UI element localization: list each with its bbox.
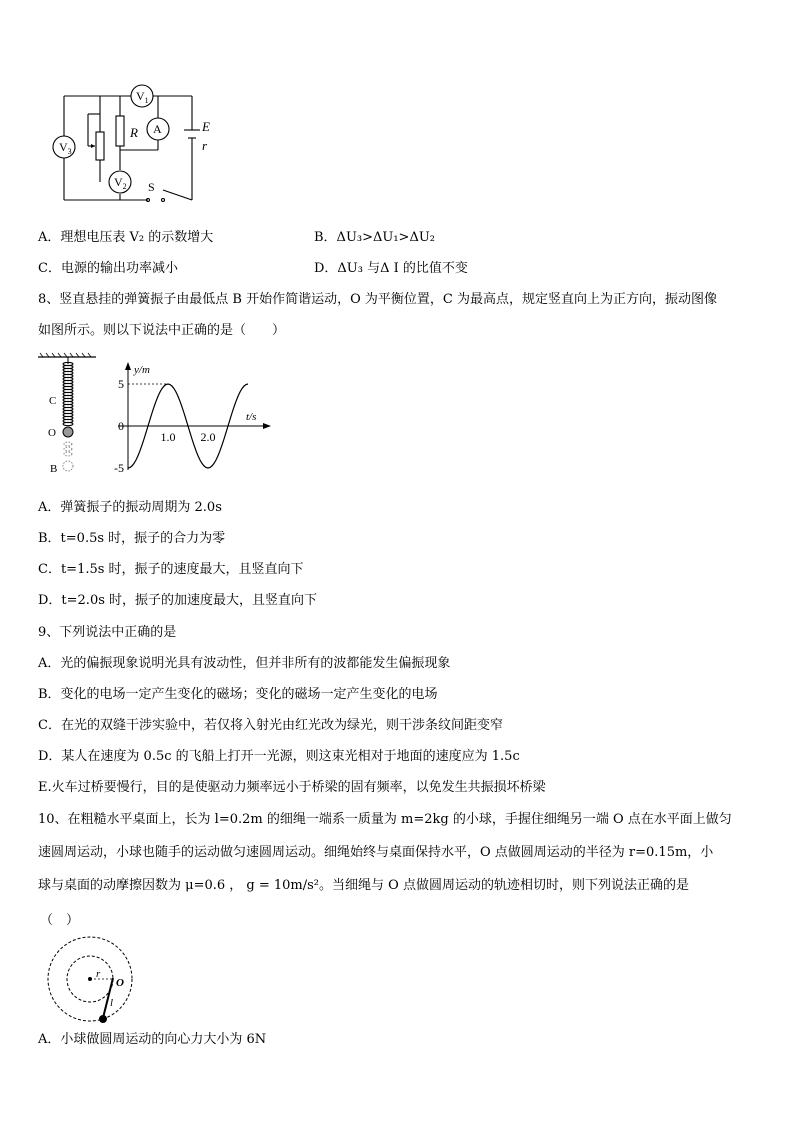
q7-option-a: A．理想电压表 V₂ 的示数增大	[38, 230, 214, 245]
label-b: B	[50, 463, 58, 475]
q10-stem-line2: 速圆周运动，小球也随手的运动做匀速圆周运动。细绳始终与桌面保持水平，O 点做圆周运动的半径为 r=0.15m，小	[38, 845, 714, 860]
q10-stem-line1: 10、在粗糙水平桌面上，长为 l=0.2m 的细绳一端系一质量为 m=2kg 的小球，手握住细绳另一端 O 点在水平面上做匀	[38, 812, 732, 827]
y-axis-label: y/m	[134, 364, 150, 376]
q9-option-c: C．在光的双缝干涉实验中，若仅将入射光由红光改为绿光，则干涉条纹间距变窄	[38, 718, 503, 733]
ammeter-label: A	[153, 122, 162, 136]
q9-stem: 9、下列说法中正确的是	[38, 625, 177, 640]
y-tick-label: -5	[114, 461, 124, 475]
circuit-diagram	[48, 84, 228, 209]
circular-motion-figure	[40, 934, 140, 1024]
y-tick-label: 5	[118, 377, 124, 391]
q7-option-c: C．电源的输出功率减小	[38, 261, 178, 276]
q8-stem-line2: 如图所示。则以下说法中正确的是（ ）	[38, 323, 286, 338]
x-tick-label: 1.0	[160, 430, 176, 444]
vibration-graph	[108, 358, 278, 476]
v2-label: $V_2$	[114, 175, 127, 191]
q8-stem-line1: 8、竖直悬挂的弹簧振子由最低点 B 开始作简谐运动，O 为平衡位置，C 为最高点，规定竖直向上为正方向，振动图像	[38, 292, 717, 307]
q9-option-a: A．光的偏振现象说明光具有波动性，但并非所有的波都能发生偏振现象	[38, 656, 451, 671]
q10-stem-line4: （ ）	[40, 913, 80, 928]
radius-label: r	[96, 968, 101, 980]
q7-option-b: B．ΔU₃>ΔU₁>ΔU₂	[314, 230, 436, 245]
q9-option-b: B．变化的电场一定产生变化的磁场；变化的磁场一定产生变化的电场	[38, 687, 438, 702]
label-o: O	[48, 427, 56, 439]
v3-label: $V_3$	[59, 140, 72, 156]
resistor-label: R	[130, 125, 138, 140]
q9-option-d: D．某人在速度为 0.5c 的飞船上打开一光源，则这束光相对于地面的速度应为 1.5c	[38, 749, 520, 764]
spring-oscillator-figure	[36, 352, 100, 477]
q10-option-a: A．小球做圆周运动的向心力大小为 6N	[38, 1032, 267, 1047]
q8-option-c: C．t=1.5s 时，振子的速度最大，且竖直向下	[38, 562, 304, 577]
y-tick-label: 0	[118, 419, 124, 433]
x-tick-label: 2.0	[200, 430, 216, 444]
emf-label: E	[202, 119, 210, 134]
label-c: C	[49, 395, 57, 407]
point-o-label: O	[116, 977, 124, 989]
q9-option-e: E.火车过桥要慢行，目的是使驱动力频率远小于桥梁的固有频率，以免发生共振损坏桥梁	[38, 780, 546, 795]
internal-resistance-label: r	[202, 138, 208, 153]
q8-option-b: B．t=0.5s 时，振子的合力为零	[38, 531, 226, 546]
switch-label: S	[148, 180, 155, 194]
q8-option-d: D．t=2.0s 时，振子的加速度最大，且竖直向下	[38, 593, 318, 608]
rope-length-label: l	[110, 997, 114, 1009]
x-axis-label: t/s	[246, 411, 257, 423]
q7-option-d: D．ΔU₃ 与Δ I 的比值不变	[314, 261, 468, 276]
q10-stem-line3: 球与桌面的动摩擦因数为 μ=0.6 ， g = 10m/s²。当细绳与 O 点做圆周运动的轨迹相切时，则下列说法正确的是	[38, 878, 689, 893]
q8-option-a: A．弹簧振子的振动周期为 2.0s	[38, 500, 222, 515]
v1-label: $V_1$	[136, 89, 149, 105]
